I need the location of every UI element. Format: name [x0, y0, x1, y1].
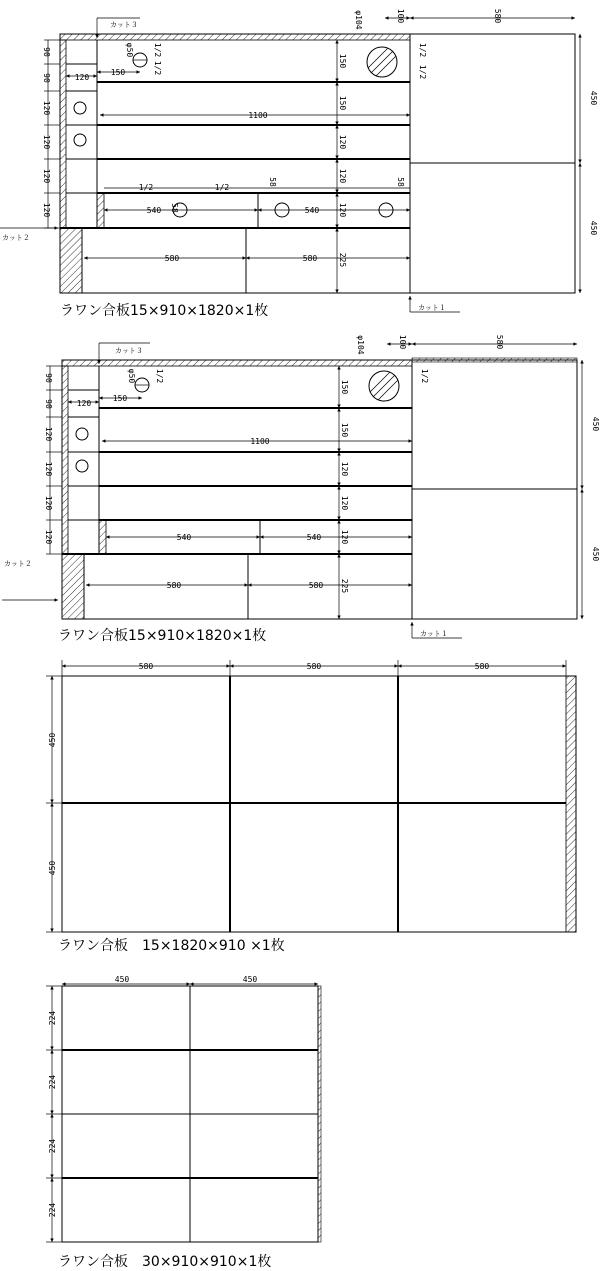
- offcut-top: [62, 360, 412, 366]
- offcut-right: [566, 676, 576, 932]
- diagram-2: [2, 335, 600, 644]
- dim-left-120c: 120: [44, 495, 53, 511]
- dim-120-small: 120: [74, 73, 90, 82]
- dim-phi50: φ50: [127, 368, 136, 384]
- dim-phi50: φ50: [125, 42, 134, 58]
- cut-3-label: カット３: [110, 21, 138, 29]
- dim-580a: 580: [164, 254, 180, 263]
- half-label: 1/2: [420, 368, 429, 384]
- diagram-4: [46, 975, 321, 1270]
- dim-120c: 120: [338, 202, 347, 218]
- dim-540a: 540: [146, 206, 162, 215]
- dim-left-90b: 90: [42, 73, 51, 83]
- dim-w2: 580: [306, 662, 322, 671]
- dim-left-120c: 120: [42, 168, 51, 184]
- offcut-top: [60, 34, 410, 40]
- dim-w1: 580: [138, 662, 154, 671]
- dim-150a: 150: [340, 379, 349, 395]
- half-label: 1/2: [153, 60, 162, 76]
- dim-w1: 450: [114, 975, 130, 984]
- dim-540b: 540: [304, 206, 320, 215]
- offcut-left-block: [62, 554, 84, 619]
- dim-w3: 580: [474, 662, 490, 671]
- dim-phi104: φ104: [354, 10, 363, 30]
- offcut-left-block: [60, 228, 82, 293]
- caption-2: ラワン合板15×910×1820×1枚: [58, 628, 267, 644]
- dim-120b: 120: [338, 168, 347, 184]
- dim-580b: 580: [308, 581, 324, 590]
- dim-450b: 450: [591, 546, 600, 562]
- half-label: 1/2: [153, 42, 162, 58]
- dim-150b: 150: [338, 95, 347, 111]
- dim-120a: 120: [340, 461, 349, 477]
- cut-1-label: カット１: [420, 630, 448, 638]
- cut-2-label: カット２: [2, 234, 30, 242]
- dim-w2: 450: [242, 975, 258, 984]
- dim-580a: 580: [166, 581, 182, 590]
- dim-h2: 224: [48, 1074, 57, 1090]
- dim-left-120d: 120: [42, 202, 51, 218]
- dim-100: 100: [398, 334, 407, 350]
- dim-225: 225: [340, 578, 349, 594]
- dim-150a: 150: [338, 53, 347, 69]
- dim-58: 58: [170, 203, 179, 213]
- offcut-left-strip: [60, 40, 66, 228]
- caption-3: ラワン合板 15×1820×910 ×1枚: [58, 938, 285, 954]
- offcut-small: [99, 520, 106, 554]
- dim-left-90b: 90: [44, 399, 53, 409]
- cut-2-label: カット２: [4, 560, 32, 568]
- caption-4: ラワン合板 30×910×910×1枚: [58, 1254, 272, 1270]
- dim-450a: 450: [589, 90, 598, 106]
- dim-h4: 224: [48, 1202, 57, 1218]
- half-label: 1/2: [418, 42, 427, 58]
- dim-120b: 120: [340, 495, 349, 511]
- dim-h1: 224: [48, 1010, 57, 1026]
- dim-450a: 450: [591, 416, 600, 432]
- dim-h1: 450: [48, 732, 57, 748]
- dim-450b: 450: [589, 220, 598, 236]
- half-label: 1/2: [418, 64, 427, 80]
- dim-1100: 1100: [248, 111, 268, 120]
- caption-1: ラワン合板15×910×1820×1枚: [60, 303, 269, 319]
- dim-225: 225: [338, 252, 347, 268]
- dim-580-top: 580: [495, 334, 504, 350]
- dim-120a: 120: [338, 134, 347, 150]
- dim-1100: 1100: [250, 437, 270, 446]
- dim-120c: 120: [340, 529, 349, 545]
- offcut-left-strip: [62, 366, 68, 554]
- dim-540b: 540: [306, 533, 322, 542]
- dim-left-90a: 90: [44, 373, 53, 383]
- dim-100: 100: [396, 8, 405, 24]
- dim-58: 58: [268, 177, 277, 187]
- dim-150-small: 150: [110, 68, 126, 77]
- dim-left-90a: 90: [42, 47, 51, 57]
- dim-150b: 150: [340, 422, 349, 438]
- half-label: 1/2: [138, 183, 154, 192]
- dim-580-top: 580: [493, 8, 502, 24]
- diagram-1: [0, 9, 598, 319]
- dim-left-120d: 120: [44, 529, 53, 545]
- cut-3-label: カット３: [115, 347, 143, 355]
- dim-580b: 580: [302, 254, 318, 263]
- dim-h3: 224: [48, 1138, 57, 1154]
- diagram-3: [46, 660, 576, 954]
- dim-150-small: 150: [112, 394, 128, 403]
- cut-1-label: カット１: [418, 304, 446, 312]
- dim-h2: 450: [48, 860, 57, 876]
- dim-left-120b: 120: [42, 134, 51, 150]
- half-label: 1/2: [155, 368, 164, 384]
- half-label: 1/2: [214, 183, 230, 192]
- dim-58: 58: [396, 177, 405, 187]
- dim-120-small: 120: [76, 399, 92, 408]
- dim-left-120b: 120: [44, 461, 53, 477]
- dim-left-120a: 120: [42, 100, 51, 116]
- dim-540a: 540: [176, 533, 192, 542]
- dim-left-120a: 120: [44, 426, 53, 442]
- dim-phi104: φ104: [356, 335, 365, 355]
- offcut-small: [97, 193, 104, 228]
